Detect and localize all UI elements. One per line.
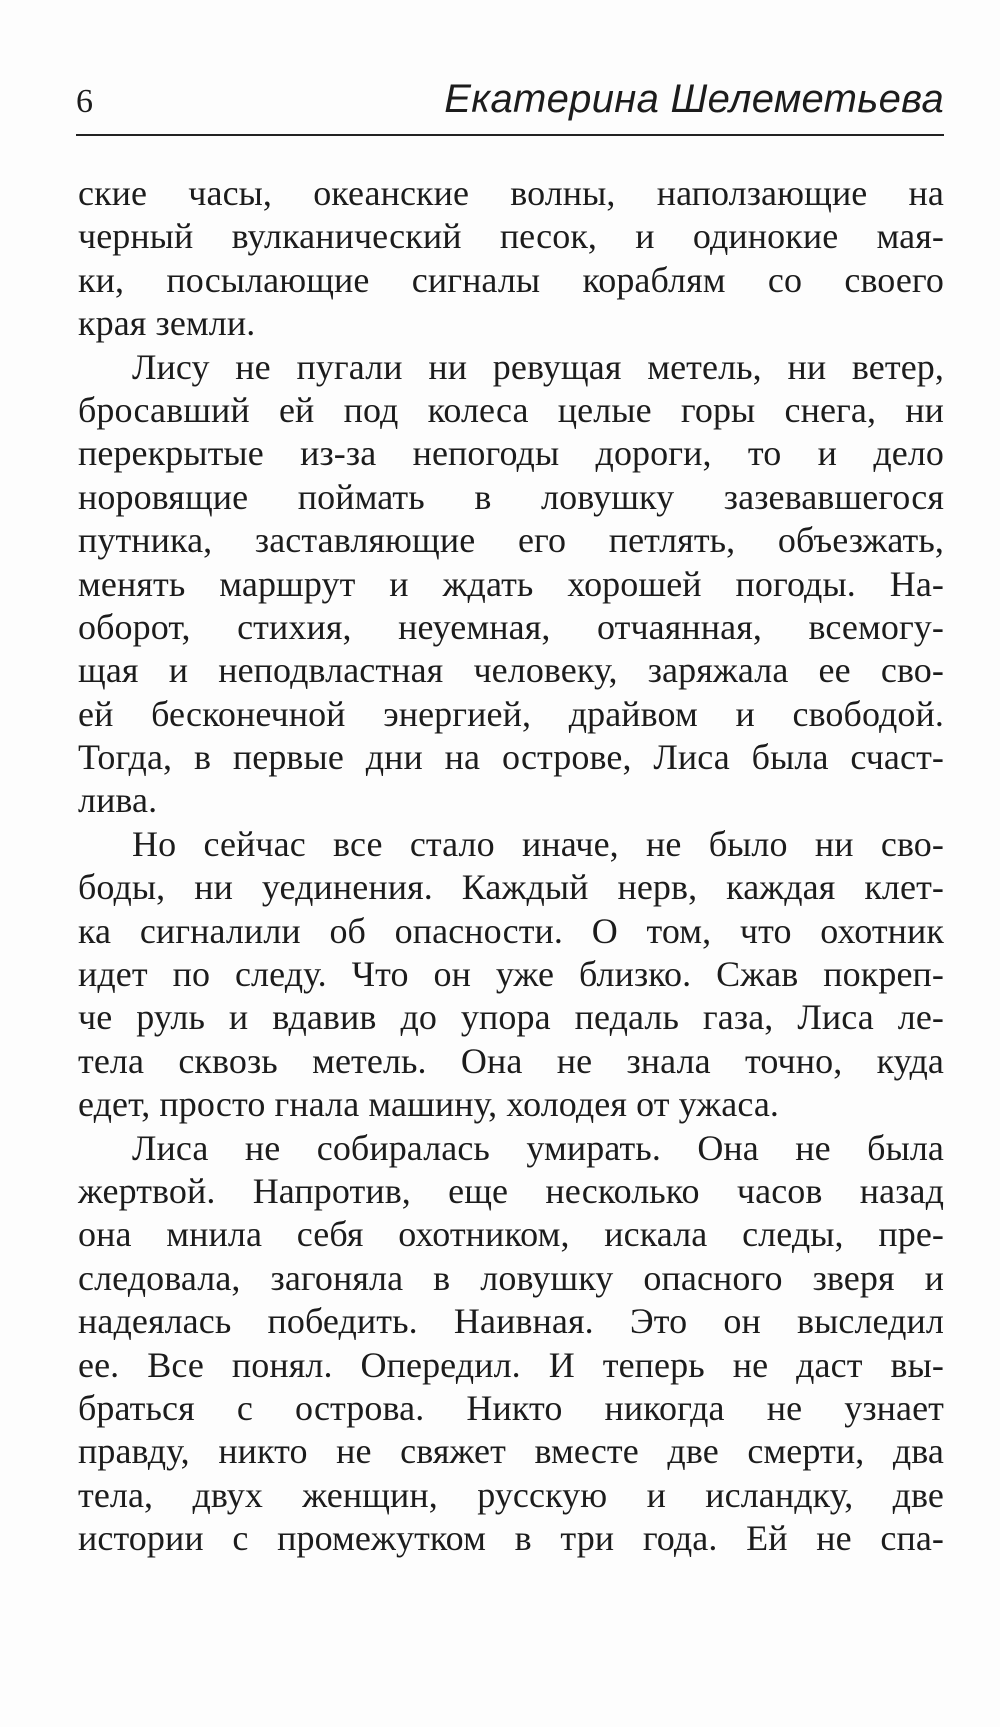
author-name: Екатерина Шелеметьева <box>444 77 944 121</box>
text-line: боды, ни уединения. Каждый нерв, каждая клет- <box>78 867 944 908</box>
paragraph-4 <box>78 1127 944 1561</box>
text-line: ки, посылающие сигналы кораблям со своего <box>78 259 944 300</box>
text-line: тела сквозь метель. Она не знала точно, куда <box>78 1040 944 1081</box>
text-line: перекрытые из-за непогоды дороги, то и дело <box>78 433 944 474</box>
text-line: лива. <box>78 780 158 821</box>
text-line: браться с острова. Никто никогда не узнает <box>78 1387 944 1428</box>
text-line: надеялась победить. Наивная. Это он выследил <box>78 1301 944 1342</box>
text-line: правду, никто не свяжет вместе две смерти, два <box>78 1431 944 1472</box>
text-line: жертвой. Напротив, еще несколько часов назад <box>78 1170 944 1211</box>
text-line: ские часы, океанские волны, наползающие на <box>78 173 944 213</box>
text-line: Тогда, в первые дни на острове, Лиса была счаст- <box>78 737 944 778</box>
text-line: следовала, загоняла в ловушку опасного зверя и <box>78 1257 944 1298</box>
text-line: ей бесконечной энергией, драйвом и свободой. <box>78 693 944 734</box>
text-line: идет по следу. Что он уже близко. Сжав покреп- <box>78 954 944 995</box>
paragraph-3 <box>78 823 944 1127</box>
text-line: Лису не пугали ни ревущая метель, ни ветер, <box>132 346 944 387</box>
text-line: бросавший ей под колеса целые горы снега, ни <box>78 389 944 430</box>
paragraph-2 <box>78 346 944 823</box>
text-line: едет, просто гнала машину, холодея от ужаса. <box>78 1084 780 1125</box>
text-line: Лиса не собиралась умирать. Она не была <box>132 1127 944 1168</box>
text-line: истории с промежутком в три года. Ей не спа- <box>78 1518 944 1559</box>
text-line: оборот, стихия, неуемная, отчаянная, всемогу- <box>78 606 944 647</box>
page-number: 6 <box>76 83 93 120</box>
text-line: тела, двух женщин, русскую и исландку, две <box>78 1474 944 1515</box>
text-line: Но сейчас все стало иначе, не было ни сво- <box>132 823 944 864</box>
text-line: ка сигналили об опасности. О том, что охотник <box>78 910 944 951</box>
text-line: она мнила себя охотником, искала следы, пре- <box>78 1214 944 1255</box>
text-line: края земли. <box>78 303 256 344</box>
paragraph-1 <box>78 172 944 346</box>
text-line: путника, заставляющие его петлять, объезжать, <box>78 520 944 561</box>
body-text <box>78 172 944 1561</box>
text-line: черный вулканический песок, и одинокие мая- <box>78 216 944 257</box>
text-line: норовящие поймать в ловушку зазевавшегося <box>78 476 944 517</box>
text-line: щая и неподвластная человеку, заряжала ее сво- <box>78 650 944 691</box>
text-line: менять маршрут и ждать хорошей погоды. На- <box>78 563 944 604</box>
text-line: ее. Все понял. Опередил. И теперь не даст вы- <box>78 1344 944 1385</box>
text-line: че руль и вдавив до упора педаль газа, Лиса ле- <box>78 997 944 1038</box>
running-header <box>76 72 944 136</box>
